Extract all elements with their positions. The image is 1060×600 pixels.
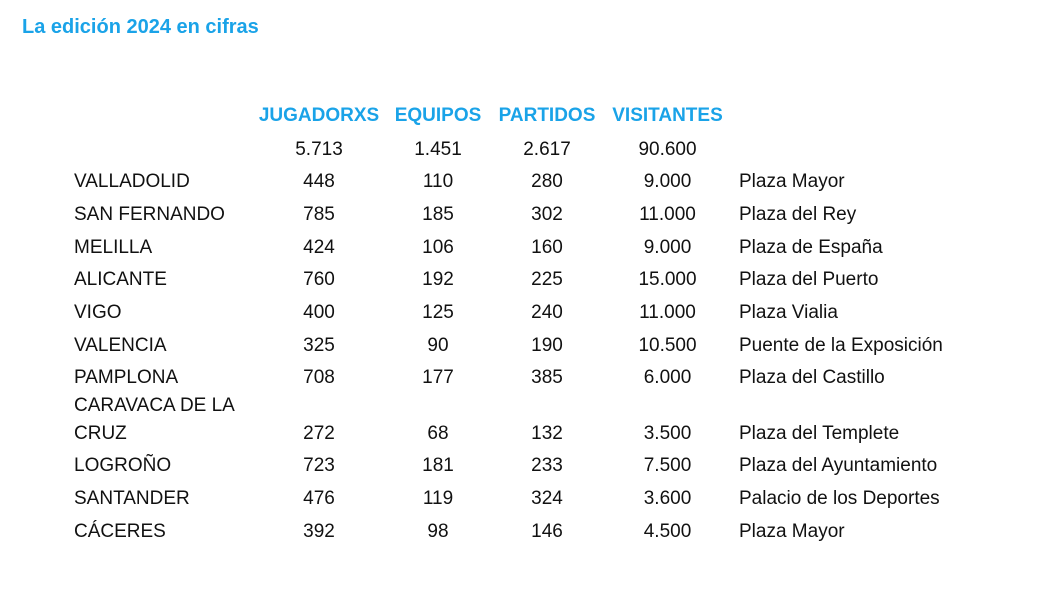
header-visitantes: VISITANTES	[612, 105, 723, 126]
row-jugadorxs: 723	[303, 455, 335, 476]
header-partidos: PARTIDOS	[498, 105, 596, 126]
row-visitantes: 6.000	[643, 367, 692, 388]
row-equipos: 192	[422, 269, 454, 290]
row-jugadorxs: 785	[303, 204, 335, 225]
row-jugadorxs: 760	[303, 269, 335, 290]
row-visitantes: 11.000	[639, 302, 696, 323]
row-city: VALENCIA	[74, 335, 167, 356]
row-location: Plaza del Ayuntamiento	[739, 455, 938, 476]
row-jugadorxs: 476	[303, 488, 335, 509]
row-visitantes: 15.000	[638, 269, 697, 290]
row-equipos: 90	[427, 335, 449, 356]
row-city: VIGO	[74, 302, 122, 323]
row-partidos: 190	[531, 335, 563, 356]
row-partidos: 324	[531, 488, 563, 509]
row-equipos: 181	[422, 455, 454, 476]
row-city: CRUZ	[74, 423, 127, 444]
row-jugadorxs: 424	[303, 237, 335, 258]
row-jugadorxs: 708	[303, 367, 335, 388]
row-partidos: 132	[531, 423, 563, 444]
row-equipos: 106	[422, 237, 454, 258]
row-city: LOGROÑO	[74, 455, 172, 476]
total-equipos: 1.451	[414, 139, 462, 160]
row-city: SAN FERNANDO	[74, 204, 225, 225]
row-equipos: 98	[427, 521, 449, 542]
row-equipos: 125	[422, 302, 454, 323]
page-title: La edición 2024 en cifras	[22, 16, 259, 38]
row-partidos: 240	[531, 302, 563, 323]
row-visitantes: 3.500	[643, 423, 692, 444]
row-location: Plaza del Puerto	[739, 269, 879, 290]
row-partidos: 225	[531, 269, 563, 290]
header-jugadorxs: JUGADORXS	[258, 105, 380, 126]
row-equipos: 68	[427, 423, 449, 444]
row-visitantes: 7.500	[643, 455, 692, 476]
row-location: Plaza de España	[739, 237, 883, 258]
row-location: Plaza del Templete	[739, 423, 900, 444]
row-jugadorxs: 448	[303, 171, 335, 192]
row-location: Plaza del Rey	[739, 204, 857, 225]
row-city: MELILLA	[74, 237, 153, 258]
row-partidos: 233	[531, 455, 563, 476]
total-jugadorxs: 5.713	[295, 139, 343, 160]
total-visitantes: 90.600	[638, 139, 697, 160]
row-visitantes: 9.000	[643, 237, 692, 258]
row-visitantes: 3.600	[643, 488, 692, 509]
row-jugadorxs: 325	[303, 335, 335, 356]
header-equipos: EQUIPOS	[394, 105, 482, 126]
row-city: VALLADOLID	[74, 171, 190, 192]
row-location: Plaza Mayor	[739, 171, 845, 192]
row-jugadorxs: 272	[303, 423, 335, 444]
row-partidos: 146	[531, 521, 563, 542]
row-equipos: 185	[422, 204, 454, 225]
row-city: ALICANTE	[74, 269, 167, 290]
row-location: Plaza Mayor	[739, 521, 845, 542]
total-partidos: 2.617	[523, 139, 571, 160]
row-location: Plaza del Castillo	[739, 367, 885, 388]
row-equipos: 177	[422, 367, 454, 388]
row-jugadorxs: 400	[303, 302, 335, 323]
row-city: CÁCERES	[74, 521, 166, 542]
row-partidos: 302	[531, 204, 563, 225]
row-partidos: 280	[531, 171, 563, 192]
row-partidos: 160	[531, 237, 563, 258]
row-visitantes: 9.000	[643, 171, 692, 192]
row-visitantes: 11.000	[639, 204, 696, 225]
row-equipos: 119	[422, 488, 454, 509]
row-jugadorxs: 392	[303, 521, 335, 542]
row-visitantes: 4.500	[643, 521, 692, 542]
row-partidos: 385	[531, 367, 563, 388]
row-city: PAMPLONA	[74, 367, 179, 388]
row-city: SANTANDER	[74, 488, 190, 509]
row-equipos: 110	[422, 171, 454, 192]
row-location: Puente de la Exposición	[739, 335, 943, 356]
row-location: Plaza Vialia	[739, 302, 838, 323]
row-location: Palacio de los Deportes	[739, 488, 940, 509]
row-visitantes: 10.500	[638, 335, 697, 356]
row-city-line1: CARAVACA DE LA	[74, 395, 235, 416]
